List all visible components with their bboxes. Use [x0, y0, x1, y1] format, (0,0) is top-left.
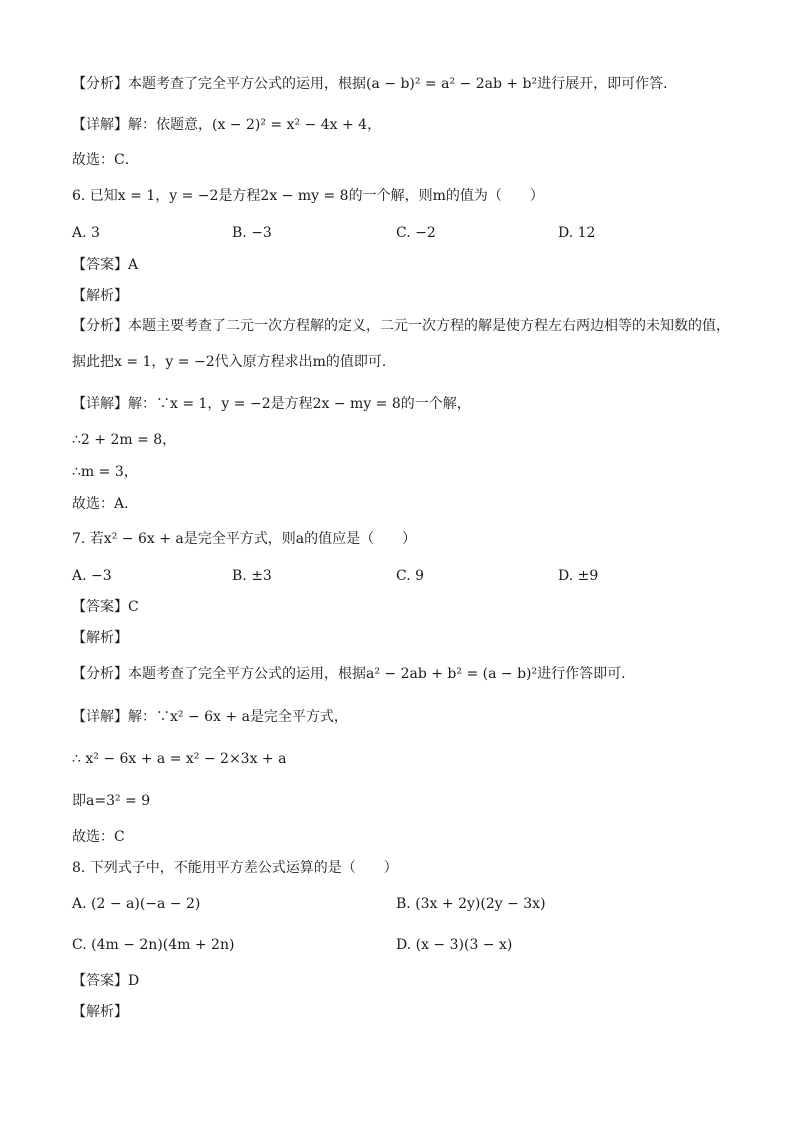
q8-option-b [396, 894, 546, 914]
q8-stem-text: 8. 下列式子中，不能用平方差公式运算的是（ ） [72, 860, 398, 876]
q5-choice [72, 150, 139, 170]
q6-stem [72, 186, 544, 206]
q8-option-d [396, 935, 512, 955]
q6-option-d [558, 223, 595, 243]
q6-option-c [396, 223, 436, 243]
q6-option-b [232, 223, 272, 243]
q8-option-c [72, 935, 234, 955]
q6-analysis-2-text: 据此把x = 1，y = −2代入原方程求出m的值即可． [72, 354, 396, 370]
q6-option-a-text: A. 3 [72, 225, 100, 241]
q7-stem [72, 529, 416, 549]
q6-step-1-text: ∴2 + 2m = 8， [72, 432, 177, 448]
q5-choice-text: 故选：C． [72, 152, 139, 168]
q8-option-d-text: D. (x − 3)(3 − x) [396, 937, 513, 953]
q7-detail-text: 【详解】解：∵x² − 6x + a是完全平方式， [72, 709, 348, 725]
q8-option-a [72, 894, 200, 914]
q6-step-2-text: ∴m = 3， [72, 464, 138, 480]
q8-option-a-text: A. (2 − a)(−a − 2) [72, 896, 201, 912]
q7-analysis [72, 664, 635, 684]
q6-choice-text: 故选：A． [72, 496, 139, 512]
q7-choice-text: 故选：C [72, 829, 125, 845]
q7-option-b-text: B. ±3 [232, 568, 272, 584]
q7-option-b [232, 566, 272, 586]
q8-explain-heading-text: 【解析】 [72, 1004, 128, 1020]
q6-option-c-text: C. −2 [396, 225, 436, 241]
q6-explain-heading-text: 【解析】 [72, 288, 128, 304]
q7-step-2-text: 即a=3² = 9 [72, 793, 151, 809]
q7-answer [72, 597, 139, 617]
q6-detail-text: 【详解】解：∵x = 1，y = −2是方程2x − my = 8的一个解， [72, 396, 471, 412]
q7-option-d [558, 566, 598, 586]
q7-step-1 [72, 749, 286, 769]
q8-answer-text: 【答案】D [72, 973, 140, 989]
q6-answer-text: 【答案】A [72, 257, 139, 273]
q8-option-b-text: B. (3x + 2y)(2y − 3x) [396, 896, 546, 912]
q8-answer [72, 971, 139, 991]
q7-step-1-text: ∴ x² − 6x + a = x² − 2×3x + a [72, 751, 287, 767]
q7-option-c-text: C. 9 [396, 568, 425, 584]
q6-option-b-text: B. −3 [232, 225, 272, 241]
q5-detail [72, 115, 381, 135]
q7-option-a-text: A. −3 [72, 568, 112, 584]
q7-option-c [396, 566, 424, 586]
q7-stem-text: 7. 若x² − 6x + a是完全平方式，则a的值应是（ ） [72, 531, 417, 547]
q8-option-c-text: C. (4m − 2n)(4m + 2n) [72, 937, 235, 953]
q6-analysis-2 [72, 352, 396, 372]
q7-option-a [72, 566, 112, 586]
q6-analysis-1-text: 【分析】本题主要考查了二元一次方程解的定义，二元一次方程的解是使方程左右两边相等的未知数的值， [72, 318, 730, 334]
q7-choice [72, 827, 125, 847]
q5-analysis [72, 74, 677, 94]
q8-stem [72, 858, 398, 878]
q6-stem-text: 6. 已知x = 1，y = −2是方程2x − my = 8的一个解，则m的值为（ ） [72, 188, 544, 204]
q6-explain-heading [72, 286, 128, 306]
q6-step-1 [72, 430, 176, 450]
q6-option-d-text: D. 12 [558, 225, 596, 241]
q7-detail [72, 707, 348, 727]
q8-explain-heading [72, 1002, 128, 1022]
q5-detail-text: 【详解】解：依题意，(x − 2)² = x² − 4x + 4， [72, 117, 382, 133]
q7-explain-heading [72, 628, 128, 648]
q7-option-d-text: D. ±9 [558, 568, 599, 584]
q7-step-2 [72, 791, 150, 811]
q7-answer-text: 【答案】C [72, 599, 139, 615]
q6-choice [72, 494, 138, 514]
q6-answer [72, 255, 138, 275]
q6-option-a [72, 223, 100, 243]
q6-step-2 [72, 462, 138, 482]
q6-detail [72, 394, 471, 414]
q5-analysis-text: 【分析】本题考查了完全平方公式的运用，根据(a − b)² = a² − 2ab + b²进行展开，即可作答． [72, 76, 678, 92]
q7-analysis-text: 【分析】本题考查了完全平方公式的运用，根据a² − 2ab + b² = (a − b)²进行作答即可． [72, 666, 636, 682]
q6-analysis-1 [72, 316, 730, 336]
q7-explain-heading-text: 【解析】 [72, 630, 128, 646]
